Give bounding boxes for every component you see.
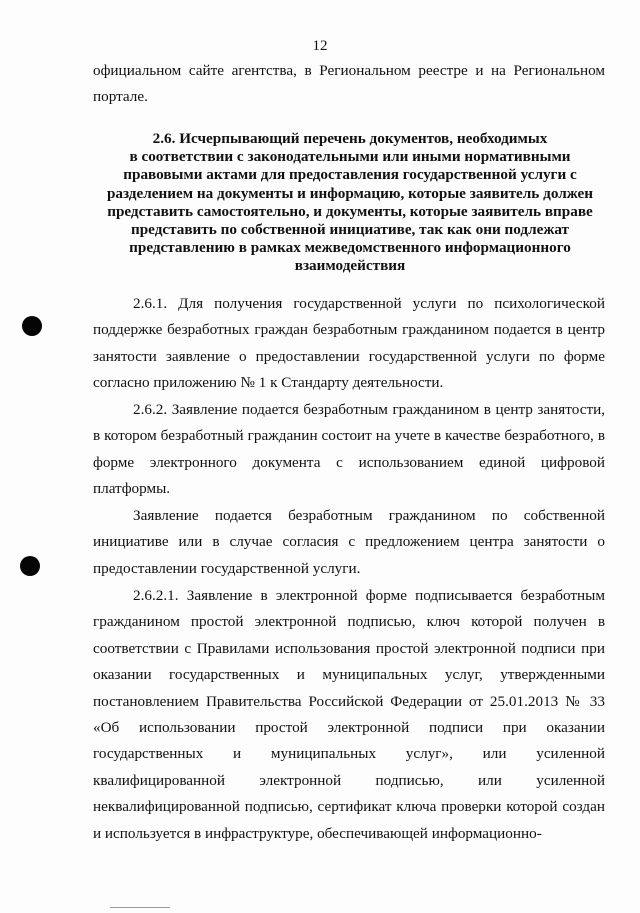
paragraph-text: 2.6.2.1. Заявление в электронной форме подписывается безработным гражданином простой электронной подписью, ключ которой получен в соответствии с Правилами использования простой электронной подписи при оказании государственных и муниципальных услуг, утвержденными постановлением Правительства Российской Федерации от 25.01.2013 № 33 «Об использовании простой электронной подписи при оказании государственных и муниципальных услуг», или усиленной квалифицированной электронной подписью, или усиленной неквалифицированной подписью, сертификат ключа проверки которой создан и используется в инфраструктуре, обеспечивающей информационно- bbox=[93, 587, 605, 842]
paragraph-text: Заявление подается безработным гражданином по собственной инициативе или в случае согласия с предложением центра занятости о предоставлении государственной услуги. bbox=[93, 507, 605, 577]
intro-paragraph bbox=[93, 58, 605, 111]
scan-artifact bbox=[110, 907, 170, 908]
heading-line: 2.6. Исчерпывающий перечень документов, необходимых bbox=[152, 130, 548, 147]
heading-line: в соответствии с законодательными или иными нормативными bbox=[129, 148, 571, 166]
binder-hole bbox=[20, 556, 40, 576]
heading-line: разделением на документы и информацию, которые заявитель должен bbox=[106, 184, 594, 202]
intro-text: официальном сайте агентства, в Региональном реестре и на Региональном портале. bbox=[93, 62, 605, 106]
binder-hole bbox=[22, 316, 42, 336]
heading-line: правовыми актами для предоставления государственной услуги с bbox=[123, 166, 577, 184]
heading-line: взаимодействия bbox=[294, 257, 406, 275]
paragraph-text: 2.6.2. Заявление подается безработным гражданином в центр занятости, в котором безработный гражданин состоит на учете в качестве безработного, в форме электронного документа с использованием единой цифровой платформы. bbox=[93, 401, 605, 498]
section-heading bbox=[100, 130, 600, 276]
heading-line: представлению в рамках межведомственного информационного bbox=[129, 239, 571, 257]
heading-line: представить по собственной инициативе, так как они подлежат bbox=[130, 221, 570, 239]
paragraph-text: 2.6.1. Для получения государственной услуги по психологической поддержке безработных граждан безработным гражданином подается в центр занятости заявление о предоставлении государственной услуги по форме согласно приложению № 1 к Стандарту деятельности. bbox=[93, 295, 605, 392]
paragraph-application bbox=[93, 503, 605, 582]
heading-line: представить самостоятельно, и документы, которые заявитель вправе bbox=[107, 202, 593, 220]
paragraph-2-6-2 bbox=[93, 397, 605, 503]
page-number: 12 bbox=[312, 38, 328, 54]
paragraph-2-6-1 bbox=[93, 291, 605, 397]
paragraph-2-6-2-1 bbox=[93, 583, 605, 847]
